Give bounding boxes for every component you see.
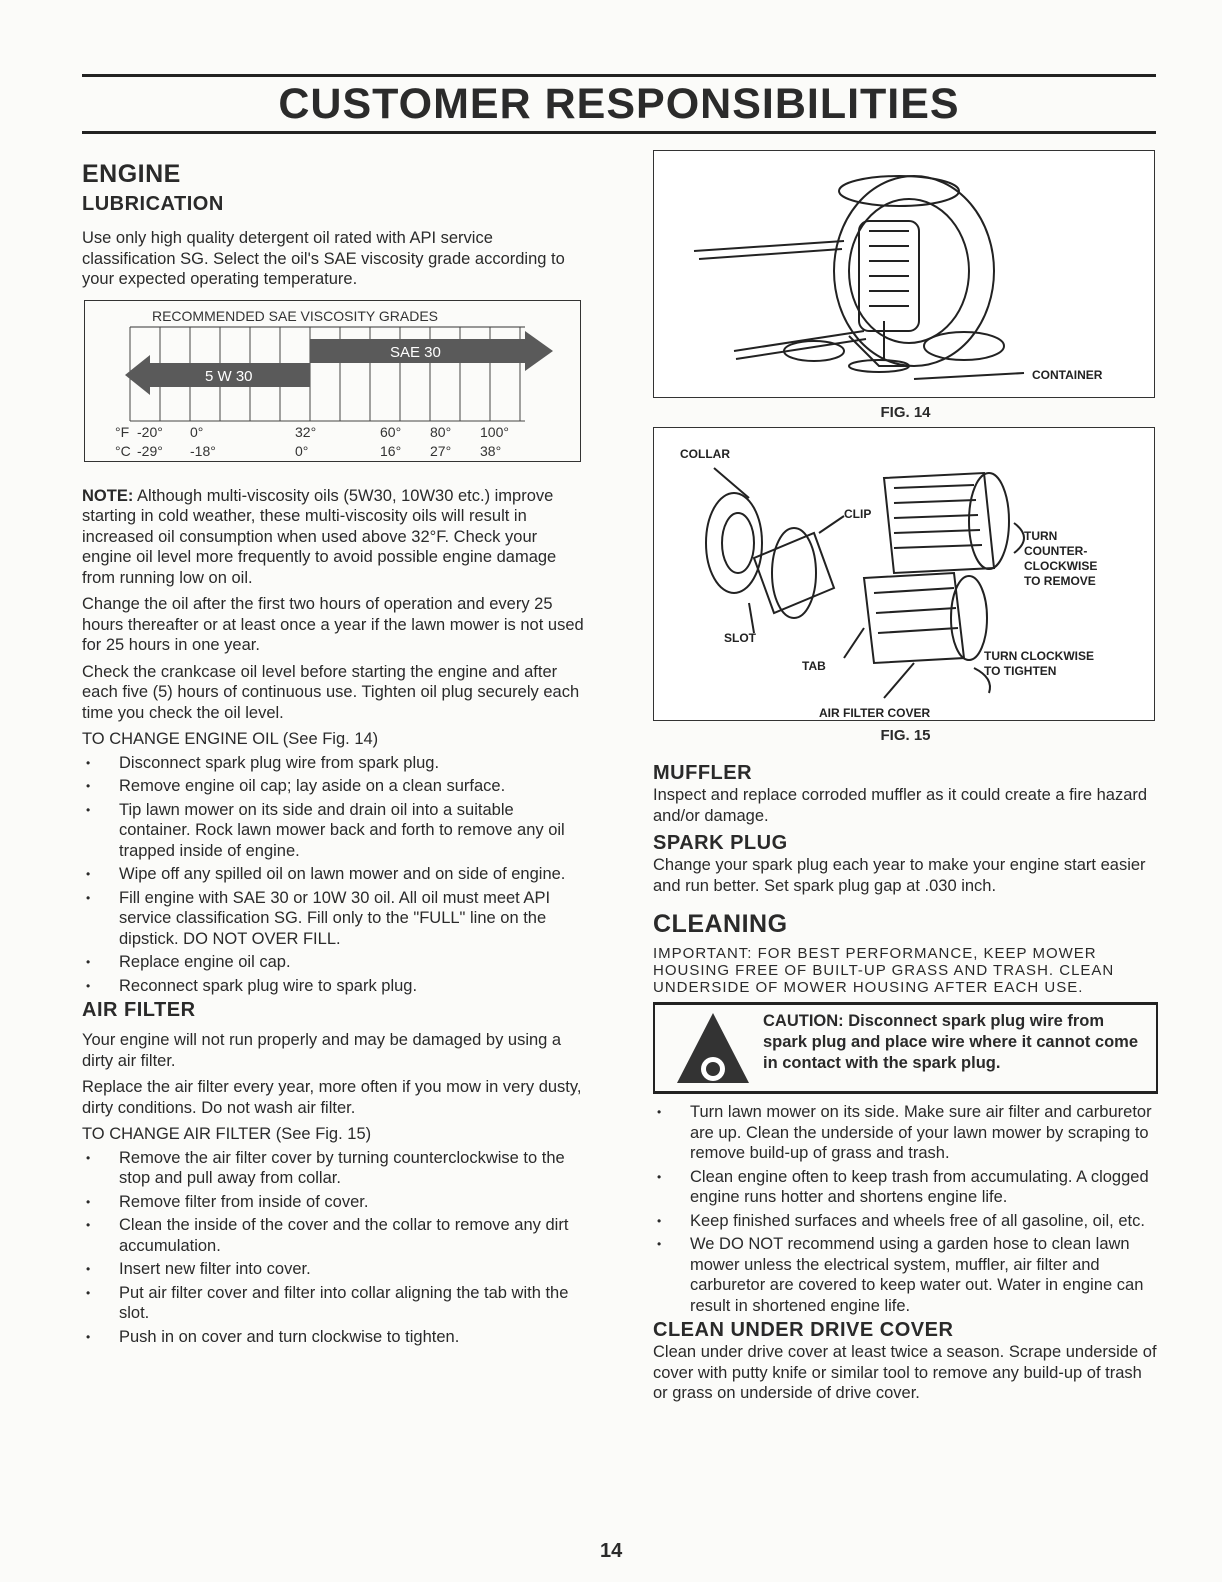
lubrication-intro: Use only high quality detergent oil rated with API service classification SG. Select the oil's SAE viscosity grade according to your expected operating temperature. <box>82 229 565 288</box>
fig14-label-container: CONTAINER <box>1032 368 1103 382</box>
tick-label: 0° <box>295 442 309 459</box>
air-filter-heading: AIR FILTER <box>82 999 196 1021</box>
list-item: • Fill engine with SAE 30 or 10W 30 oil. All oil must meet API service classification SG. Fill only to the "FULL" line on the dipstick. DO NOT OVER FILL. <box>82 888 587 950</box>
air-filter-steps <box>82 1148 587 1348</box>
list-item: • Reconnect spark plug wire to spark plug. <box>82 976 587 997</box>
tick-label: 80° <box>430 423 452 440</box>
fig15-label-air-filter-cover: AIR FILTER COVER <box>819 706 931 720</box>
note-paragraph <box>82 486 587 589</box>
list-item: • Keep finished surfaces and wheels free of all gasoline, oil, etc. <box>653 1211 1158 1232</box>
title-rule-bottom <box>82 131 1156 134</box>
tick-label: -29° <box>137 442 163 459</box>
caution-text: CAUTION: Disconnect spark plug wire from spark plug and place wire where it cannot come in contact with the spark plug. <box>763 1012 1139 1072</box>
sae30-label: SAE 30 <box>390 343 441 361</box>
drive-cover-heading: CLEAN UNDER DRIVE COVER <box>653 1319 954 1341</box>
fig15-label-tab: TAB <box>802 659 826 673</box>
fig15-label-line: CLOCKWISE <box>1024 559 1098 573</box>
drive-cover-text: Clean under drive cover at least twice a season. Scrape underside of cover with putty knife or similar tool to remove any build-up of trash or grass on underside of drive cover. <box>653 1343 1157 1402</box>
spark-plug-heading: SPARK PLUG <box>653 832 788 854</box>
list-item: • Wipe off any spilled oil on lawn mower and on side of engine. <box>82 864 587 885</box>
right-column <box>653 150 1158 1410</box>
fig14-caption: FIG. 14 <box>880 404 931 421</box>
muffler-heading: MUFFLER <box>653 762 753 784</box>
tick-label: -20° <box>137 423 163 440</box>
fig15-label-line: TO TIGHTEN <box>984 664 1057 678</box>
oil-change-steps <box>82 753 587 997</box>
list-item: • Clean engine often to keep trash from accumulating. A clogged engine runs hotter and shortens engine life. <box>653 1167 1158 1208</box>
5w30-label: 5 W 30 <box>205 367 253 385</box>
air-filter-drawing <box>654 428 1154 720</box>
change-air-filter-heading: TO CHANGE AIR FILTER (See Fig. 15) <box>82 1125 372 1143</box>
list-item: • Remove the air filter cover by turning counterclockwise to the stop and pull away from collar. <box>82 1148 587 1189</box>
left-column <box>82 160 587 1350</box>
note-label: NOTE: <box>82 486 134 505</box>
viscosity-chart <box>84 300 581 462</box>
f-unit: °F <box>115 423 130 440</box>
muffler-text: Inspect and replace corroded muffler as it could create a fire hazard and/or damage. <box>653 786 1148 825</box>
warning-icon <box>673 1009 753 1089</box>
list-item: • Tip lawn mower on its side and drain oil into a suitable container. Rock lawn mower back and forth to remove any oil trapped inside of engine. <box>82 800 587 862</box>
oil-change-interval: Change the oil after the first two hours of operation and every 25 hours thereafter or at least once a year if the lawn mower is not used for 25 hours in one year. <box>82 595 584 654</box>
list-item: • We DO NOT recommend using a garden hose to clean lawn mower unless the electrical system, muffler, air filter and carburetor are covered to keep water out. Water in engine can result in shortened engine life. <box>653 1234 1158 1316</box>
fig14-illustration <box>653 150 1155 398</box>
engine-heading: ENGINE <box>82 160 181 188</box>
note-text: Although multi-viscosity oils (5W30, 10W30 etc.) improve starting in cold weather, these multi-viscosity oils will result in increased oil consumption when used above 32°F. Check your engine oil level more frequently to avoid possible engine damage from running low on oil. <box>82 486 557 587</box>
list-item: • Clean the inside of the cover and the collar to remove any dirt accumulation. <box>82 1215 587 1256</box>
tick-label: 38° <box>480 442 502 459</box>
fig15-label-clip: CLIP <box>844 507 872 521</box>
fig15-label-line: COUNTER- <box>1024 544 1088 558</box>
caution-box <box>653 1002 1158 1094</box>
fig15-illustration <box>653 427 1155 721</box>
cleaning-important: IMPORTANT: FOR BEST PERFORMANCE, KEEP MOWER HOUSING FREE OF BUILT-UP GRASS AND TRASH. CLEAN UNDERSIDE OF MOWER HOUSING AFTER EACH USE. <box>653 945 1115 996</box>
tick-label: 16° <box>380 442 402 459</box>
fig15-label-collar: COLLAR <box>680 447 730 461</box>
c-tick-labels <box>137 443 501 459</box>
tick-label: 60° <box>380 423 402 440</box>
cleaning-heading: CLEANING <box>653 910 788 938</box>
change-oil-heading: TO CHANGE ENGINE OIL (See Fig. 14) <box>82 730 379 748</box>
lubrication-heading: LUBRICATION <box>82 193 224 215</box>
list-item: • Insert new filter into cover. <box>82 1259 587 1280</box>
chart-title: RECOMMENDED SAE VISCOSITY GRADES <box>151 307 439 324</box>
fig15-label-line: TURN CLOCKWISE <box>984 649 1094 663</box>
list-item: • Turn lawn mower on its side. Make sure air filter and carburetor are up. Clean the underside of your lawn mower by scraping to remove build-up of grass and trash. <box>653 1102 1158 1164</box>
tick-label: 27° <box>430 442 452 459</box>
list-item: • Push in on cover and turn clockwise to tighten. <box>82 1327 587 1348</box>
spark-plug-text: Change your spark plug each year to make your engine start easier and run better. Set spark plug gap at .030 inch. <box>653 856 1146 895</box>
page-title: CUSTOMER RESPONSIBILITIES <box>278 80 960 128</box>
list-item: • Put air filter cover and filter into collar aligning the tab with the slot. <box>82 1283 587 1324</box>
mower-tipped-drain-drawing <box>654 151 1154 397</box>
f-tick-labels <box>137 424 509 440</box>
list-item: • Replace engine oil cap. <box>82 952 587 973</box>
tick-label: 32° <box>295 423 317 440</box>
fig15-label-line: TURN <box>1024 529 1058 543</box>
air-filter-para1: Your engine will not run properly and may be damaged by using a dirty air filter. <box>82 1031 562 1070</box>
fig15-label-turn-cw <box>984 649 1094 678</box>
viscosity-chart-graphic <box>85 301 580 461</box>
air-filter-para2: Replace the air filter every year, more often if you mow in very dusty, dirty conditions. Do not wash air filter. <box>82 1078 582 1117</box>
tick-label: -18° <box>190 442 216 459</box>
tick-label: 0° <box>190 423 204 440</box>
fig15-label-slot: SLOT <box>724 631 756 645</box>
tick-label: 100° <box>480 423 509 440</box>
list-item: • Remove engine oil cap; lay aside on a clean surface. <box>82 776 587 797</box>
list-item: • Remove filter from inside of cover. <box>82 1192 587 1213</box>
oil-check-paragraph: Check the crankcase oil level before starting the engine and after each five (5) hours of continuous use. Tighten oil plug securely each time you check the oil level. <box>82 662 580 722</box>
fig15-label-turn-ccw <box>1024 529 1097 588</box>
fig15-label-line: TO REMOVE <box>1024 574 1096 588</box>
c-unit: °C <box>115 442 131 459</box>
page-number: 14 <box>600 1540 623 1562</box>
cleaning-steps <box>653 1102 1158 1316</box>
list-item: • Disconnect spark plug wire from spark plug. <box>82 753 587 774</box>
fig15-caption: FIG. 15 <box>880 727 931 744</box>
title-rule-top <box>82 74 1156 77</box>
